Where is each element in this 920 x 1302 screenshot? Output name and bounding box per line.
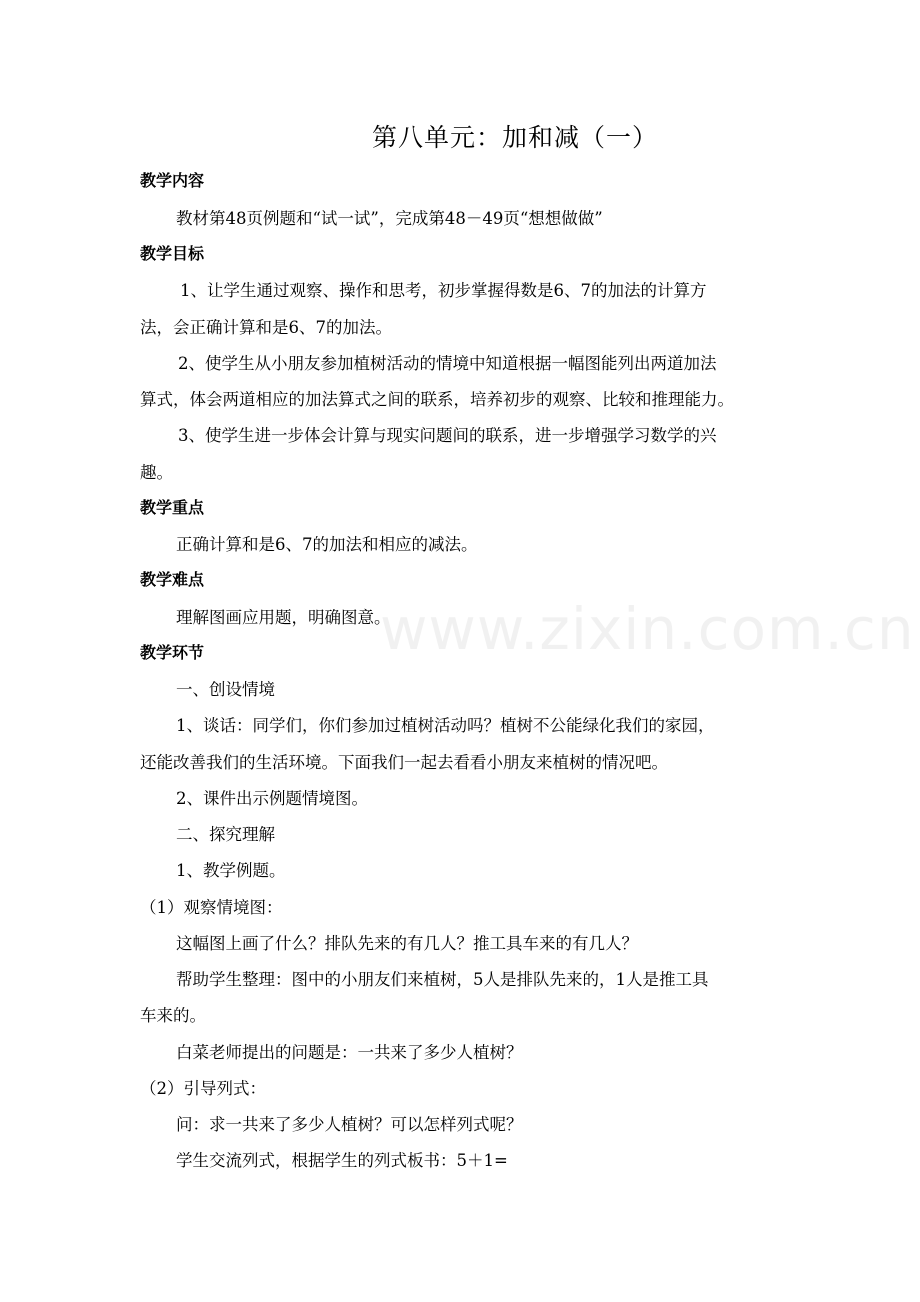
paragraph-line: 2、课件出示例题情境图。 [176,789,368,808]
paragraph-line: 1、谈话：同学们，你们参加过植树活动吗？植树不公能绿化我们的家园， [176,716,715,735]
paragraph-line: 正确计算和是6、7的加法和相应的减法。 [176,535,478,554]
paragraph-line: 法，会正确计算和是6、7的加法。 [140,318,392,337]
paragraph-line: 理解图画应用题，明确图意。 [176,608,391,627]
paragraph-line: 1、教学例题。 [176,861,286,880]
heading-teaching-goals: 教学目标 [140,244,205,263]
paragraph-line: 教材第48页例题和“试一试”，完成第48－49页“想想做做” [176,209,603,228]
paragraph-line: 2、使学生从小朋友参加植树活动的情境中知道根据一幅图能列出两道加法 [178,354,717,373]
paragraph-line: 车来的。 [140,1006,206,1025]
paragraph-line: 学生交流列式，根据学生的列式板书：5＋1= [176,1151,508,1170]
paragraph-line: 一、创设情境 [176,680,275,699]
heading-teaching-content: 教学内容 [140,171,205,190]
document-title: 第八单元：加和减（一） [371,123,658,152]
paragraph-line: （2）引导列式： [140,1079,266,1098]
heading-difficult-points: 教学难点 [140,570,205,589]
paragraph-line: 还能改善我们的生活环境。下面我们一起去看看小朋友来植树的情况吧。 [140,753,668,772]
paragraph-line: 趣。 [140,463,173,482]
heading-key-points: 教学重点 [140,498,205,517]
paragraph-line: 帮助学生整理：图中的小朋友们来植树，5人是排队先来的，1人是推工具 [176,970,709,989]
paragraph-line: 算式，体会两道相应的加法算式之间的联系，培养初步的观察、比较和推理能力。 [140,390,734,409]
paragraph-line: 1、让学生通过观察、操作和思考，初步掌握得数是6、7的加法的计算方 [180,281,707,300]
paragraph-line: 白菜老师提出的问题是：一共来了多少人植树？ [176,1043,523,1062]
paragraph-line: （1）观察情境图： [140,898,283,917]
heading-teaching-steps: 教学环节 [140,643,205,662]
paragraph-line: 问：求一共来了多少人植树？可以怎样列式呢？ [176,1115,523,1134]
paragraph-line: 二、探究理解 [176,825,275,844]
paragraph-line: 3、使学生进一步体会计算与现实问题间的联系，进一步增强学习数学的兴 [178,426,717,445]
watermark: www.zixin.com.cn [380,595,915,663]
paragraph-line: 这幅图上画了什么？排队先来的有几人？推工具车来的有几人？ [176,934,638,953]
